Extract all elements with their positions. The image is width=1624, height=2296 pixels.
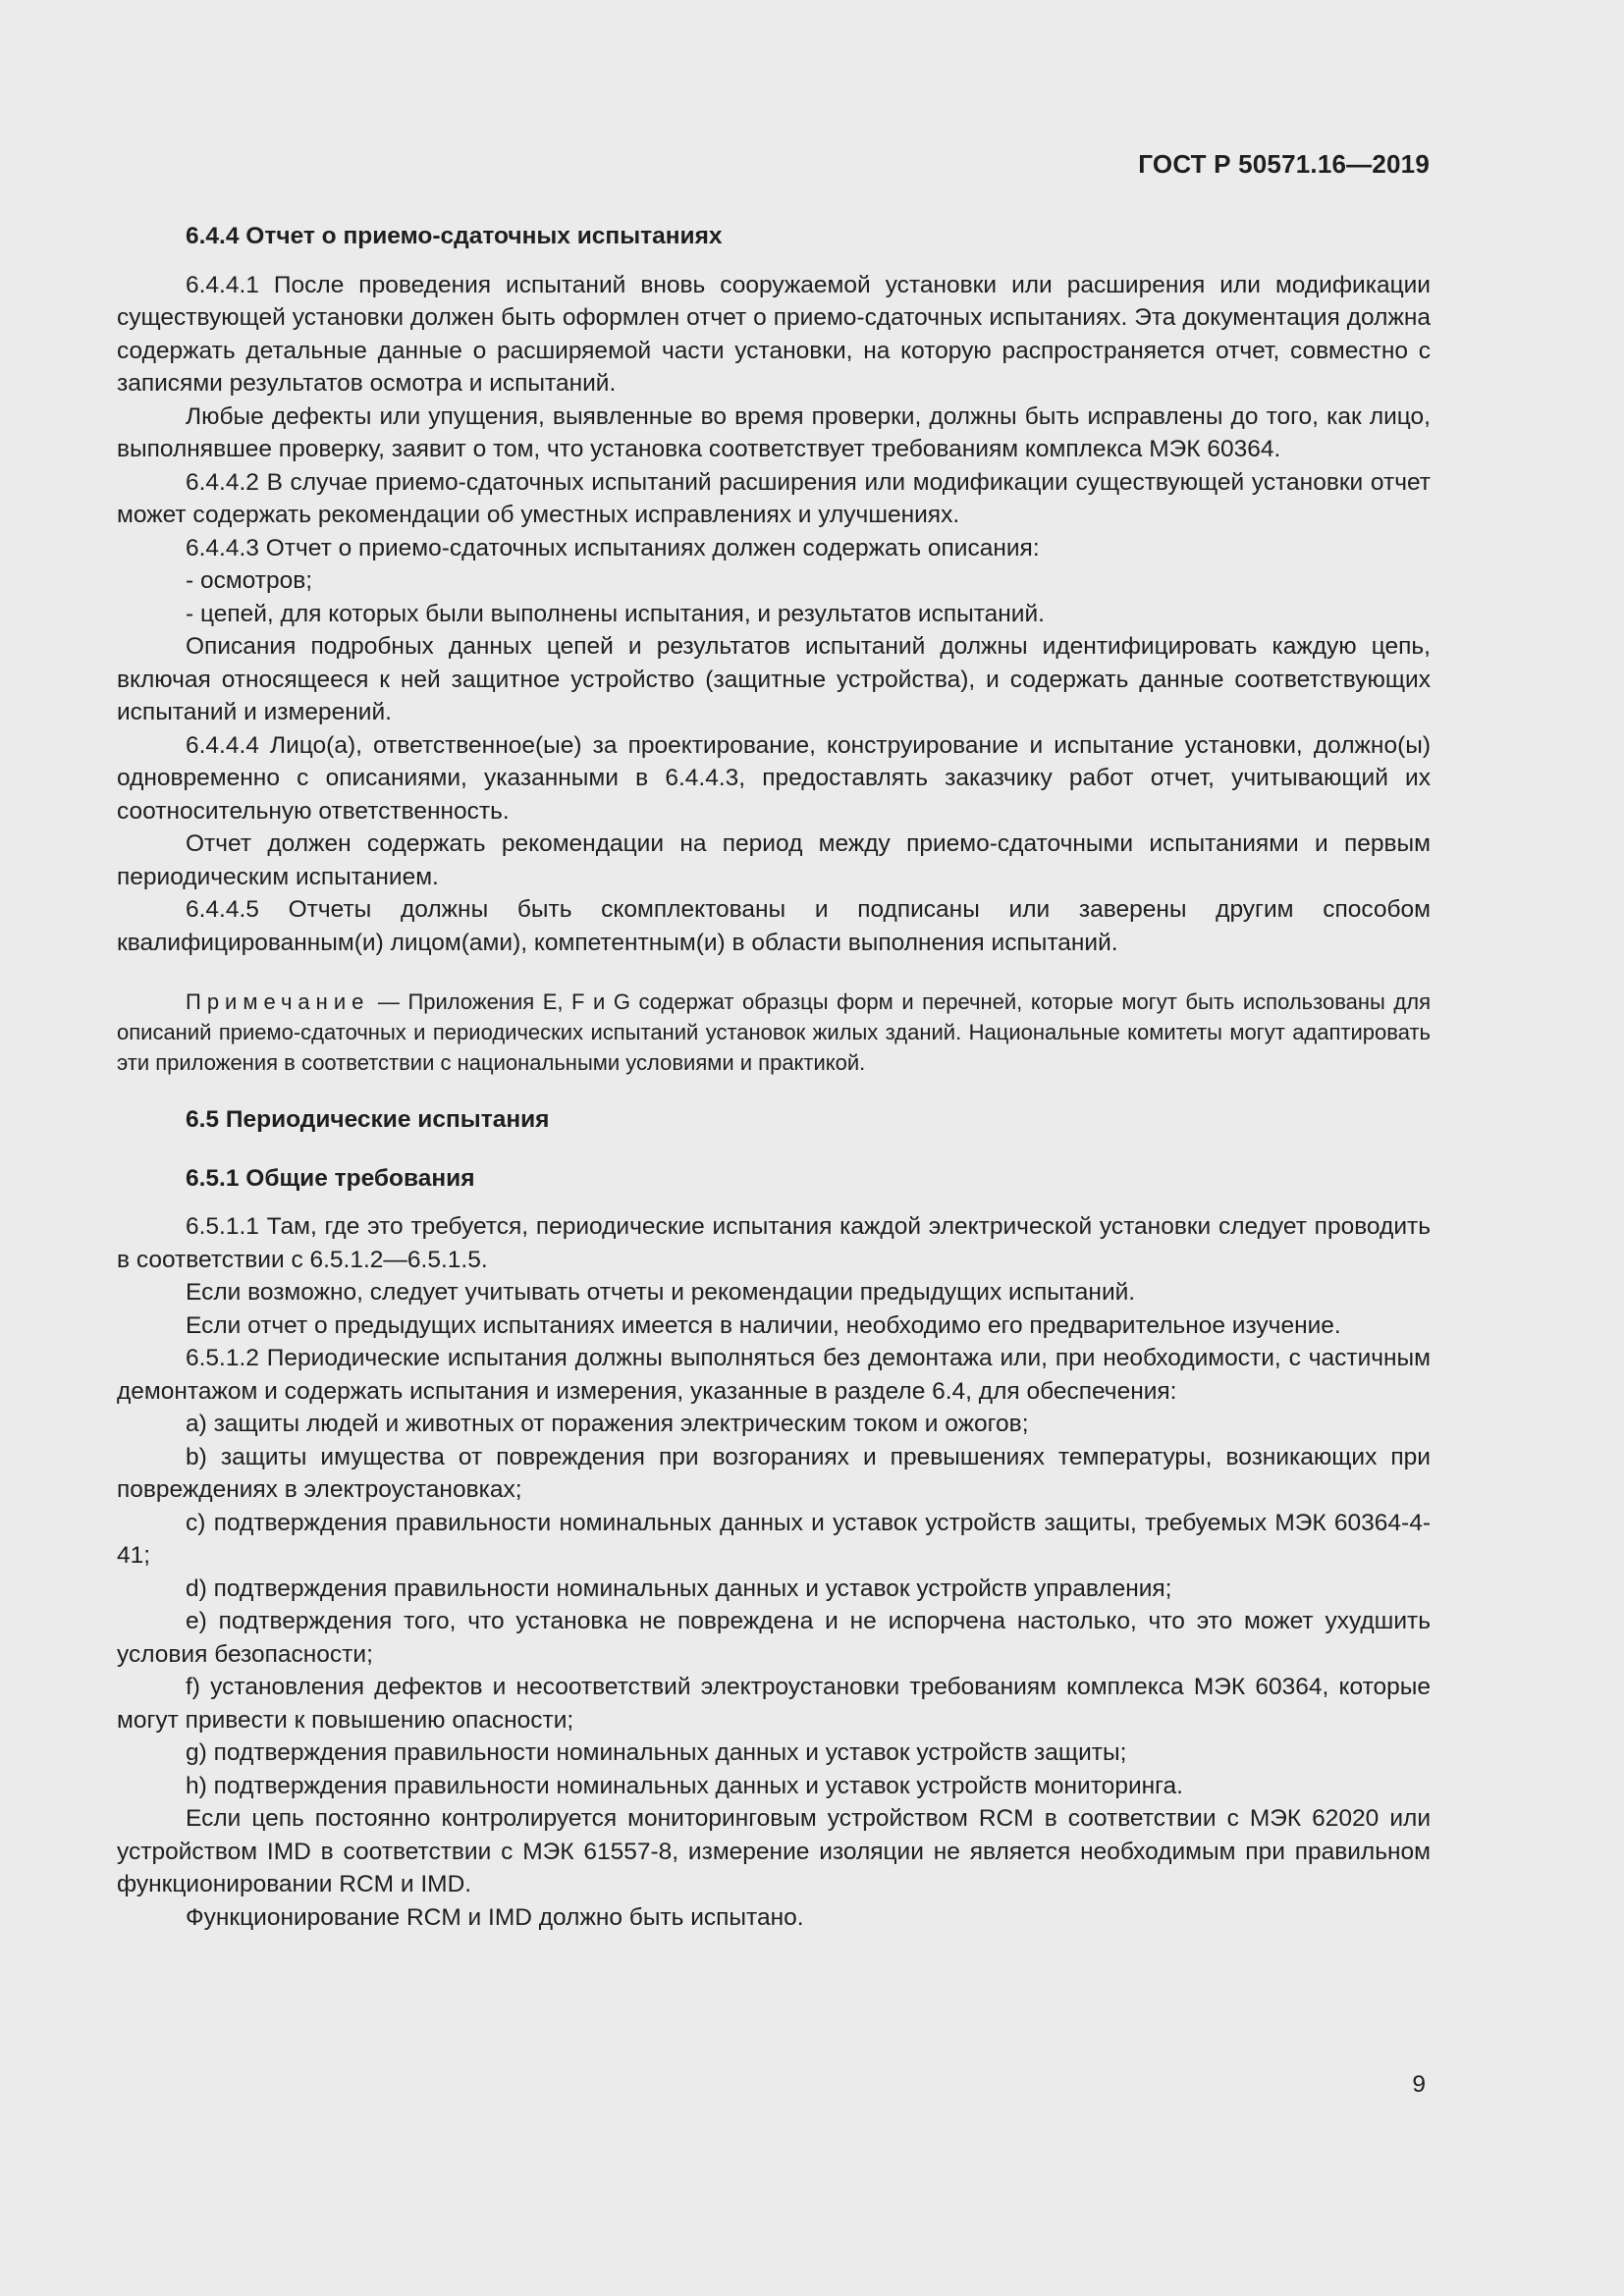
- note-label: Примечание: [186, 989, 370, 1014]
- list-item: а) защиты людей и животных от поражения электрическим током и ожогов;: [186, 1411, 1029, 1437]
- paragraph: Если отчет о предыдущих испытаниях имеется в наличии, необходимо его предварительное изучение.: [186, 1311, 1341, 1339]
- standard-designation: ГОСТ Р 50571.16—2019: [1138, 149, 1430, 179]
- note: [117, 987, 1431, 1078]
- paragraph: 6.5.1.2 Периодические испытания должны выполняться без демонтажа или, при необходимости, с частичным демонтажом и содержать испытания и измерения, указанные в разделе 6.4, для обеспечения:: [117, 1345, 1431, 1405]
- paragraph: 6.4.4.4 Лицо(а), ответственное(ые) за проектирование, конструирование и испытание установки, должно(ы) одновременно с описаниями, указанными в 6.4.4.3, предоставлять заказчику работ отчет, учитывающий их соотносительную ответственность.: [117, 731, 1431, 825]
- paragraph: Любые дефекты или упущения, выявленные во время проверки, должны быть исправлены до того, как лицо, выполнявшее проверку, заявит о том, что установка соответствует требованиям комплекса МЭК 60364.: [117, 402, 1431, 462]
- paragraph: 6.4.4.3 Отчет о приемо-сдаточных испытаниях должен содержать описания:: [186, 534, 1040, 561]
- list-item: h) подтверждения правильности номинальных данных и уставок устройств мониторинга.: [186, 1772, 1183, 1799]
- paragraph: Отчет должен содержать рекомендации на период между приемо-сдаточными испытаниями и первым периодическим испытанием.: [117, 830, 1431, 890]
- paragraph: Функционирование RCM и IMD должно быть испытано.: [186, 1903, 804, 1931]
- section-title-6-5-1: 6.5.1 Общие требования: [186, 1164, 475, 1192]
- paragraph: 6.5.1.1 Там, где это требуется, периодические испытания каждой электрической установки следует проводить в соответствии с 6.5.1.2—6.5.1.5.: [117, 1213, 1431, 1273]
- page-body: [117, 220, 1431, 1934]
- paragraph: Описания подробных данных цепей и результатов испытаний должны идентифицировать каждую цепь, включая относящееся к ней защитное устройство (защитные устройства), и содержать данные соответствующих испытаний и измерений.: [117, 633, 1431, 725]
- list-item: с) подтверждения правильности номинальных данных и уставок устройств защиты, требуемых МЭК 60364-4-41;: [117, 1509, 1431, 1569]
- list-item: d) подтверждения правильности номинальных данных и уставок устройств управления;: [186, 1575, 1172, 1602]
- section-title-6-5: 6.5 Периодические испытания: [186, 1106, 550, 1133]
- paragraph: Если возможно, следует учитывать отчеты и рекомендации предыдущих испытаний.: [186, 1279, 1136, 1306]
- list-item: b) защиты имущества от повреждения при возгораниях и превышениях температуры, возникающих при повреждениях в электроустановках;: [117, 1443, 1431, 1503]
- dash-list-item: - цепей, для которых были выполнены испытания, и результатов испытаний.: [186, 600, 1045, 627]
- paragraph: 6.4.4.2 В случае приемо-сдаточных испытаний расширения или модификации существующей установки отчет может содержать рекомендации об уместных исправлениях и улучшениях.: [117, 468, 1431, 528]
- list-item: f) установления дефектов и несоответствий электроустановки требованиям комплекса МЭК 60364, которые могут привести к повышению опасности;: [117, 1674, 1431, 1734]
- note-text: — Приложения Е, F и G содержат образцы форм и перечней, которые могут быть использованы для описаний приемо-сдаточных и периодических испытаний установок жилых зданий. Национальные комитеты могут адаптировать эти приложения в соответствии с национальными условиями и практикой.: [117, 989, 1431, 1075]
- list-item: е) подтверждения того, что установка не повреждена и не испорчена настолько, что это может ухудшить условия безопасности;: [117, 1608, 1431, 1668]
- paragraph: 6.4.4.1 После проведения испытаний вновь сооружаемой установки или расширения или модификации существующей установки должен быть оформлен отчет о приемо-сдаточных испытаниях. Эта документация должна содержать детальные данные о расширяемой части установки, на которую распространяется отчет, совместно с записями результатов осмотра и испытаний.: [117, 271, 1431, 397]
- list-item: g) подтверждения правильности номинальных данных и уставок устройств защиты;: [186, 1739, 1127, 1766]
- dash-list-item: - осмотров;: [186, 567, 313, 594]
- paragraph: 6.4.4.5 Отчеты должны быть скомплектованы и подписаны или заверены другим способом квалифицированным(и) лицом(ами), компетентным(и) в области выполнения испытаний.: [117, 896, 1431, 956]
- paragraph: Если цепь постоянно контролируется мониторинговым устройством RCM в соответствии с МЭК 62020 или устройством IMD в соответствии с МЭК 61557-8, измерение изоляции не является необходимым при правильном функционировании RCM и IMD.: [117, 1805, 1431, 1897]
- section-title-6-4-4: 6.4.4 Отчет о приемо-сдаточных испытаниях: [186, 223, 723, 249]
- page-number: 9: [1412, 2071, 1426, 2098]
